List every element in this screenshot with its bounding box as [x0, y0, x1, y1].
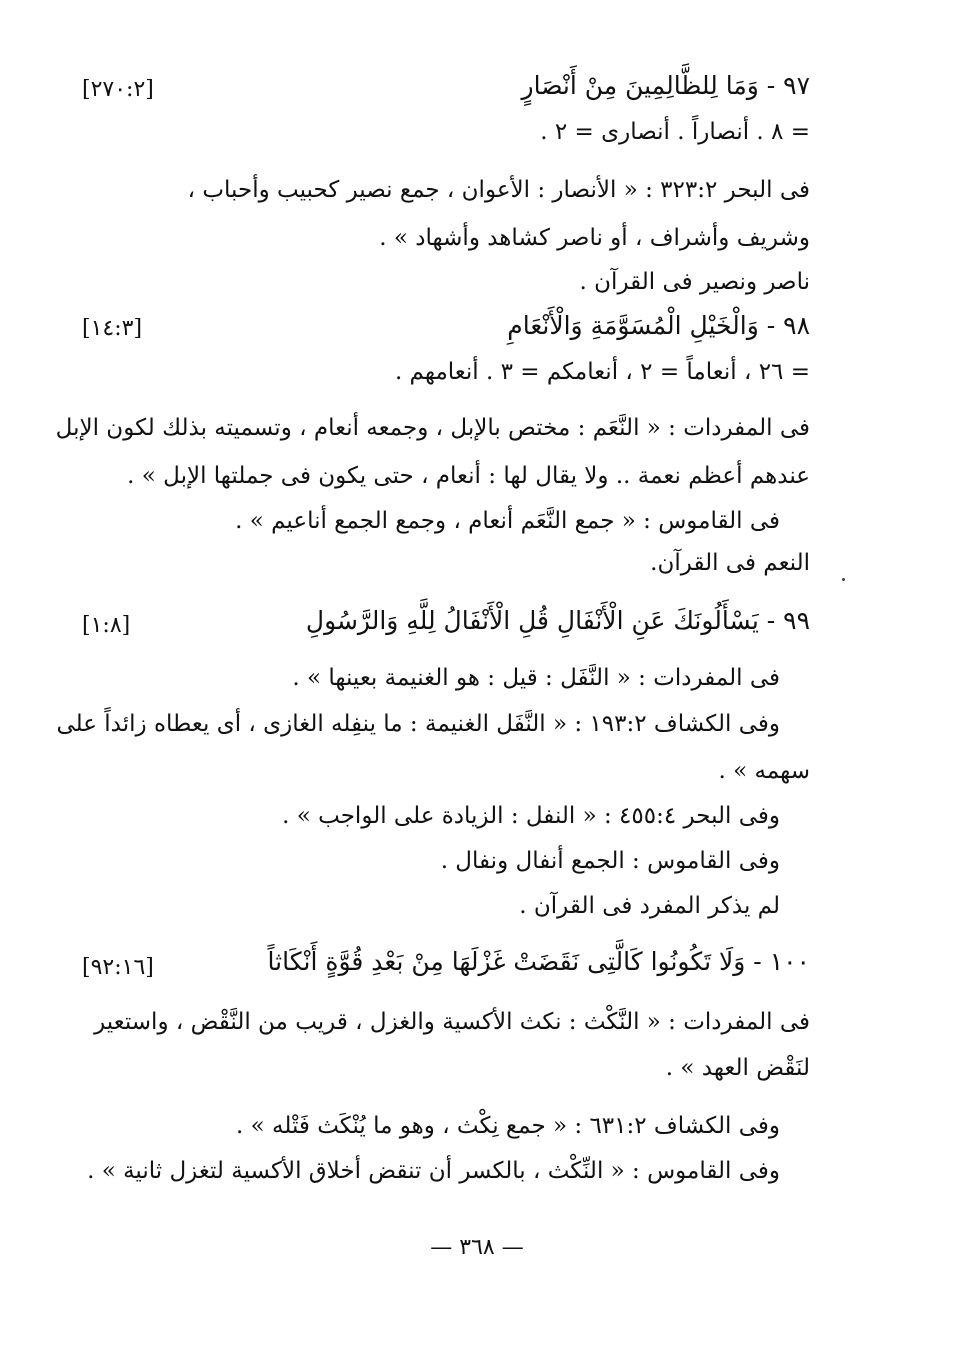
- entry-99-line-2: وفى الكشاف ١٩٣:٢ : « النَّفَل الغنيمة : ما ينفِله الغازى ، أى يعطاه زائداً على: [56, 711, 780, 737]
- verse-reference-99: [١:٨]: [82, 613, 131, 638]
- entry-97-line-2: فى البحر ٣٢٣:٢ : « الأنصار : الأعوان ، جمع نصير كحبيب وأحباب ،: [187, 177, 810, 203]
- scan-speck: [842, 578, 845, 581]
- entry-98-line-2: فى المفردات : « النَّعَم : مختص بالإبل ، وجمعه أنعام ، وتسميته بذلك لكون الإبل: [55, 415, 810, 441]
- entry-99-line-3: سهمه » .: [718, 758, 810, 784]
- verse-97: ٩٧ - وَمَا لِلظَّالِمِينَ مِنْ أَنْصَارٍ: [521, 71, 810, 100]
- entry-97-line-1: = ٨ . أنصاراً . أنصارى = ٢ .: [540, 119, 810, 145]
- entry-99-line-1: فى المفردات : « النَّفَل : قيل : هو الغنيمة بعينها » .: [292, 665, 780, 691]
- entry-98-line-5: النعم فى القرآن.: [650, 550, 810, 576]
- entry-99-line-6: لم يذكر المفرد فى القرآن .: [519, 893, 780, 919]
- entry-97-line-4: ناصر ونصير فى القرآن .: [579, 269, 810, 295]
- entry-100-line-2: لنَقْض العهد » .: [665, 1055, 810, 1081]
- entry-97-line-3: وشريف وأشراف ، أو ناصر كشاهد وأشهاد » .: [379, 225, 810, 251]
- verse-reference-98: [١٤:٣]: [82, 316, 143, 341]
- entry-99-line-5: وفى القاموس : الجمع أنفال ونفال .: [440, 848, 780, 874]
- verse-98: ٩٨ - وَالْخَيْلِ الْمُسَوَّمَةِ وَالْأَنْعَامِ: [507, 311, 810, 340]
- entry-98-line-1: = ٢٦ ، أنعاماً = ٢ ، أنعامكم = ٣ . أنعامهم .: [394, 359, 810, 385]
- entry-98-line-4: فى القاموس : « جمع النَّعَم أنعام ، وجمع الجمع أناعيم » .: [235, 508, 780, 534]
- verse-99: ٩٩ - يَسْأَلُونَكَ عَنِ الْأَنْفَالِ قُلِ الْأَنْفَالُ لِلَّهِ وَالرَّسُولِ: [305, 606, 810, 635]
- entry-99-line-4: وفى البحر ٤٥٥:٤ : « النفل : الزيادة على الواجب » .: [282, 803, 780, 829]
- verse-reference-100: [٩٢:١٦]: [82, 955, 154, 980]
- verse-100: ١٠٠ - وَلَا تَكُونُوا كَالَّتِى نَقَضَتْ غَزْلَهَا مِنْ بَعْدِ قُوَّةٍ أَنْكَاثاً: [267, 947, 810, 976]
- entry-100-line-1: فى المفردات : « النَّكْث : نكث الأكسية والغزل ، قريب من النَّقْض ، واستعير: [94, 1009, 810, 1035]
- verse-reference-97: [٢٧٠:٢]: [82, 77, 154, 102]
- entry-100-line-3: وفى الكشاف ٦٣١:٢ : « جمع نِكْث ، وهو ما يُنْكَث فَتْله » .: [236, 1113, 780, 1139]
- entry-98-line-3: عندهم أعظم نعمة .. ولا يقال لها : أنعام ، حتى يكون فى جملتها الإبل » .: [127, 463, 810, 489]
- entry-100-line-4: وفى القاموس : « النِّكْث ، بالكسر أن تنقض أخلاق الأكسية لتغزل ثانية » .: [87, 1158, 780, 1184]
- page-number: — ٣٦٨ —: [430, 1235, 524, 1260]
